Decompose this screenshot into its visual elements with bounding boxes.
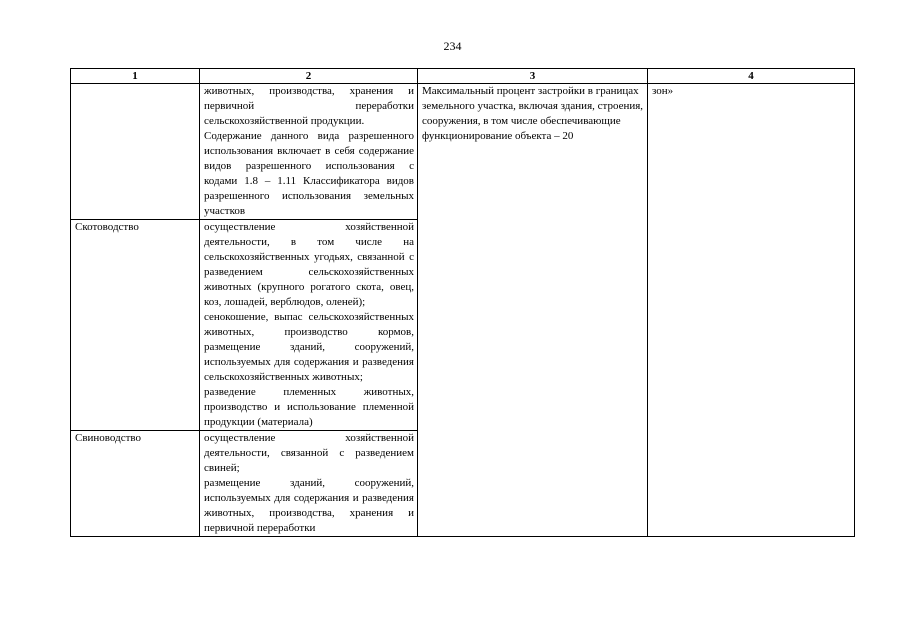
zone-text: зон» [652, 85, 674, 97]
description-paragraph: сенокошение, выпас сельскохозяйственных животных, производство кормов, размещение зданий, сооружений, используемых для содержания и разведения сельскохозяйственных животных; [204, 311, 414, 383]
description-paragraph: животных, производства, хранения и первичной переработки сельскохозяйственной продукции. [204, 85, 414, 127]
column-header-2: 2 [200, 69, 418, 84]
use-type-description [200, 431, 418, 537]
description-paragraph: осуществление хозяйственной деятельности, в том числе на сельскохозяйственных угодьях, связанной с разведением сельскохозяйственных животных (крупного рогатого скота, овец, коз, лошадей, верблюдов, оленей); [204, 221, 414, 308]
column-header-1: 1 [71, 69, 200, 84]
building-parameters-cell [418, 84, 648, 537]
description-paragraph: размещение зданий, сооружений, используемых для содержания и разведения животных, производства, хранения и первичной переработки [204, 477, 414, 534]
page-number: 234 [443, 39, 462, 53]
table-row [71, 84, 855, 220]
zone-cell [648, 84, 855, 537]
use-type-name: Свиноводство [71, 431, 200, 537]
description-paragraph: разведение племенных животных, производство и использование племенной продукции (материала) [204, 386, 414, 428]
column-header-3: 3 [418, 69, 648, 84]
use-type-description [200, 84, 418, 220]
building-parameters-text: Максимальный процент застройки в границах земельного участка, включая здания, строения, сооружения, в том числе обеспечивающие функционирование объекта – 20 [422, 85, 644, 142]
use-type-description [200, 220, 418, 431]
description-paragraph: осуществление хозяйственной деятельности, связанной с разведением свиней; [204, 432, 414, 474]
use-type-name: Скотоводство [71, 220, 200, 431]
use-type-name [71, 84, 200, 220]
table-header-row [71, 69, 855, 84]
regulations-table [70, 68, 855, 537]
column-header-4: 4 [648, 69, 855, 84]
description-paragraph: Содержание данного вида разрешенного использования включает в себя содержание видов разрешенного использования с кодами 1.8 – 1.11 Классификатора видов разрешенного использования земельных участков [204, 130, 414, 217]
